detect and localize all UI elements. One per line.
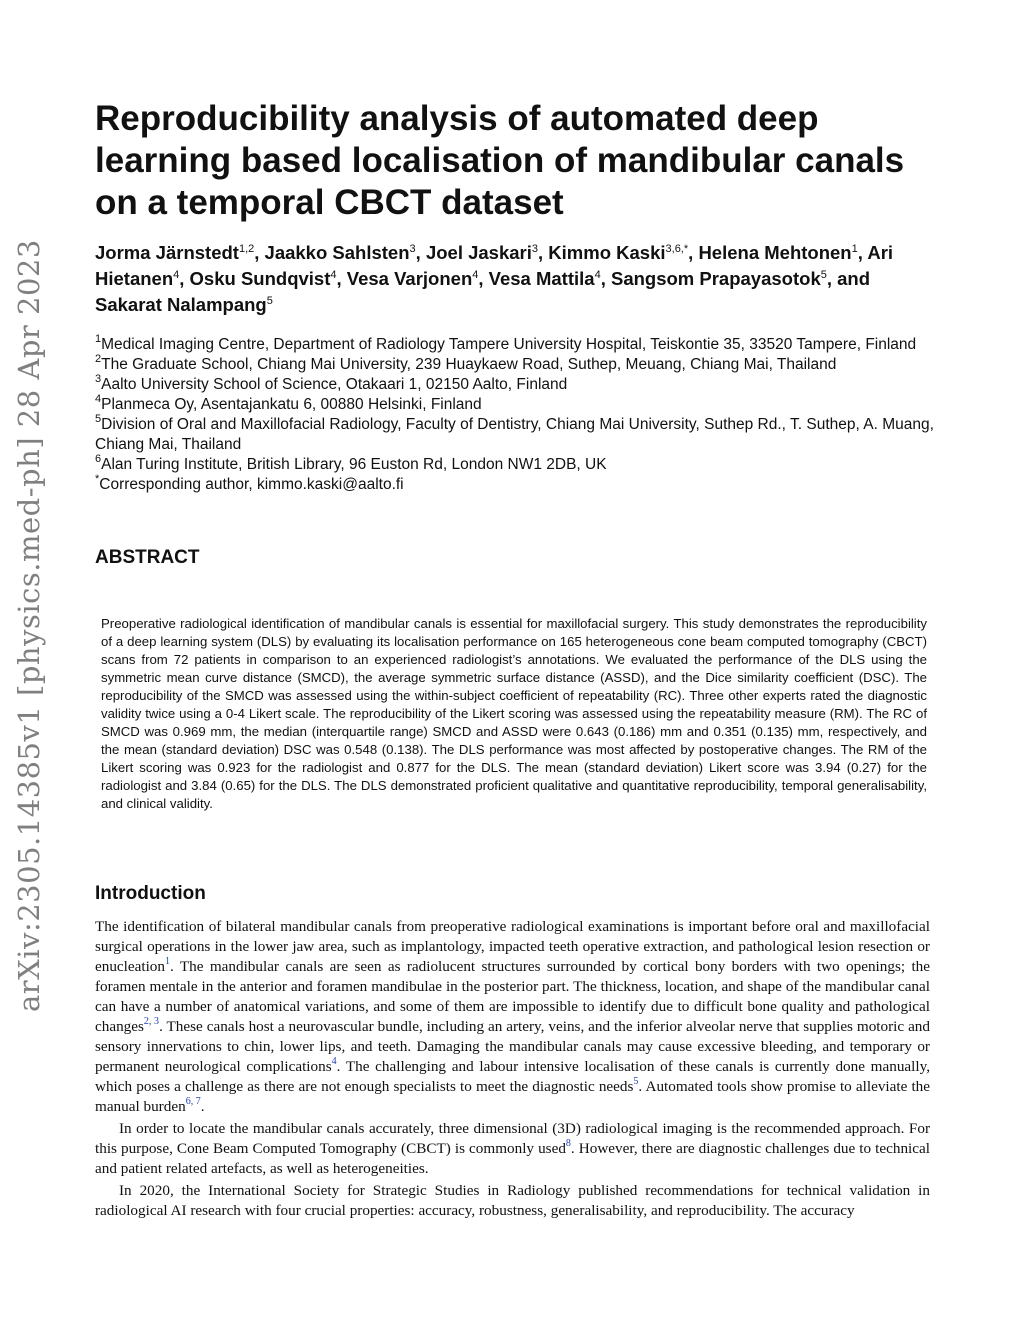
author-separator: , bbox=[478, 268, 489, 289]
author-separator: , and bbox=[826, 268, 871, 289]
affiliation-item bbox=[95, 475, 945, 495]
abstract-text: Preoperative radiological identification of mandibular canals is essential for maxillofacial surgery. This study demonstrates the reproducibility of a deep learning system (DLS) by evaluating its localisation performance on 165 heterogeneous cone beam computed tomography (CBCT) scans from 72 patients in comparison to an experienced radiologist’s annotations. We evaluated the performance of the DLS using the symmetric mean curve distance (SMCD), the average symmetric surface distance (ASSD), and the Dice similarity coefficient (DSC). The reproducibility of the SMCD was assessed using the within-subject coefficient of repeatability (RC). Three other experts rated the diagnostic validity twice using a 0-4 Likert scale. The reproducibility of the Likert scoring was assessed using the repeatability measure (RM). The RC of SMCD was 0.969 mm, the median (interquartile range) SMCD and ASSD were 0.643 (0.186) mm and 0.351 (0.135) mm, respectively, and the mean (standard deviation) DSC was 0.548 (0.138). The DLS performance was most affected by postoperative changes. The RM of the Likert scoring was 0.923 for the radiologist and 0.877 for the DLS. The mean (standard deviation) Likert score was 3.94 (0.27) for the radiologist and 3.84 (0.65) for the DLS. The DLS demonstrated proficient qualitative and quantitative reproducibility, temporal generalisability, and clinical validity. bbox=[101, 616, 927, 811]
author-separator: , bbox=[688, 242, 699, 263]
affiliation-item bbox=[95, 455, 945, 475]
author-name: Ari Hietanen bbox=[95, 242, 894, 289]
author-affiliation-mark: 4 bbox=[330, 269, 337, 281]
paragraph-text: In order to locate the mandibular canals accurately, three dimensional (3D) radiological imaging is the recommended approach. For this purpose, Cone Beam Computed Tomography (CBCT) is commonly used bbox=[95, 1120, 930, 1157]
author-affiliation-mark: 4 bbox=[594, 269, 601, 281]
introduction-heading: Introduction bbox=[95, 883, 206, 904]
citation-link[interactable]: 6, 7 bbox=[185, 1096, 201, 1107]
author-affiliation-mark: 5 bbox=[820, 269, 827, 281]
affiliation-mark: 6 bbox=[95, 453, 102, 465]
author-separator: , bbox=[415, 242, 426, 263]
author-name: Vesa Varjonen bbox=[346, 268, 473, 289]
author-name: Sakarat Nalampang bbox=[95, 294, 267, 315]
affiliation-text: The Graduate School, Chiang Mai University, 239 Huaykaew Road, Suthep, Meuang, Chiang Mai, Thailand bbox=[101, 356, 837, 373]
introduction-paragraph bbox=[95, 917, 930, 1117]
affiliation-mark: 4 bbox=[95, 393, 102, 405]
citation-link[interactable]: 8 bbox=[565, 1138, 571, 1149]
paragraph-text: . However, there are diagnostic challenges due to technical and patient related artefacts, as well as heterogeneities. bbox=[95, 1140, 930, 1177]
affiliation-text: Division of Oral and Maxillofacial Radiology, Faculty of Dentistry, Chiang Mai University, Suthep Rd., T. Suthep, A. Muang, Chiang Mai, Thailand bbox=[95, 416, 934, 453]
author-separator: , bbox=[254, 242, 265, 263]
citation-link[interactable]: 4 bbox=[331, 1056, 337, 1067]
author-affiliation-mark: 3,6,* bbox=[665, 243, 689, 255]
author-list bbox=[95, 240, 935, 318]
author-name: Helena Mehtonen bbox=[698, 242, 852, 263]
affiliation-mark: 2 bbox=[95, 353, 102, 365]
paragraph-text: In 2020, the International Society for Strategic Studies in Radiology published recommendations for technical validation in radiological AI research with four crucial properties: accuracy, robustness, generalisability, and reproducibility. The accuracy bbox=[95, 1182, 930, 1219]
author-affiliation-mark: 3 bbox=[531, 243, 539, 255]
author-name: Osku Sundqvist bbox=[189, 268, 331, 289]
affiliation-text: Alan Turing Institute, British Library, 96 Euston Rd, London NW1 2DB, UK bbox=[101, 456, 607, 473]
author-name: Jaakko Sahlsten bbox=[264, 242, 410, 263]
affiliation-mark: * bbox=[95, 473, 100, 485]
abstract-heading: ABSTRACT bbox=[95, 547, 200, 568]
author-affiliation-mark: 4 bbox=[472, 269, 479, 281]
affiliation-item bbox=[95, 335, 945, 355]
introduction-paragraph bbox=[95, 1119, 930, 1179]
author-affiliation-mark: 4 bbox=[173, 269, 180, 281]
paragraph-text: . These canals host a neurovascular bundle, including an artery, veins, and the inferior alveolar nerve that supplies motoric and sensory innervations to chin, lower lips, and teeth. Damaging the mandibular canals may cause excessive bleeding, and temporary or permanent neurological complications bbox=[95, 1018, 930, 1075]
author-name: Jorma Järnstedt bbox=[95, 242, 239, 263]
author-name: Vesa Mattila bbox=[488, 268, 595, 289]
author-separator: , bbox=[857, 242, 868, 263]
affiliation-item bbox=[95, 395, 945, 415]
author-name: Sangsom Prapayasotok bbox=[610, 268, 821, 289]
paragraph-text: The identification of bilateral mandibular canals from preoperative radiological examinations is important before oral and maxillofacial surgical operations in the lower jaw area, such as implantology, impacted teeth operative extraction, and pathological lesion resection or enucleation bbox=[95, 918, 930, 975]
author-separator: , bbox=[179, 268, 190, 289]
paragraph-text: . The challenging and labour intensive localisation of these canals is currently done manually, which poses a challenge as there are not enough specialists to meet the diagnostic needs bbox=[95, 1058, 931, 1095]
citation-link[interactable]: 5 bbox=[633, 1076, 639, 1087]
citation-link[interactable]: 1 bbox=[165, 956, 170, 967]
paragraph-text: . The mandibular canals are seen as radiolucent structures surrounded by cortical bony borders with two openings; the foramen mentale in the anterior and foramen mandibulae in the posterior part. The thickness, location, and shape of the mandibular canal can have a number of anatomical variations, and some of them are impossible to identify due to difficult bone quality and pathological changes bbox=[95, 958, 930, 1035]
introduction-body bbox=[95, 917, 930, 1223]
affiliation-mark: 3 bbox=[95, 373, 102, 385]
affiliation-mark: 5 bbox=[95, 413, 102, 425]
affiliation-text: Aalto University School of Science, Otakaari 1, 02150 Aalto, Finland bbox=[101, 376, 568, 393]
affiliation-item bbox=[95, 375, 945, 395]
affiliation-item bbox=[95, 415, 945, 455]
paper-title: Reproducibility analysis of automated deep learning based localisation of mandibular canals on a temporal CBCT dataset bbox=[95, 99, 905, 222]
citation-link[interactable]: 2, 3 bbox=[143, 1016, 160, 1027]
author-affiliation-mark: 5 bbox=[266, 295, 273, 307]
author-affiliation-mark: 3 bbox=[409, 243, 416, 255]
affiliation-list bbox=[95, 335, 945, 495]
affiliation-mark: 1 bbox=[95, 333, 102, 345]
arxiv-identifier: arXiv:2305.14385v1 [physics.med-ph] 28 Apr 2023 bbox=[12, 239, 46, 1012]
affiliation-item bbox=[95, 355, 945, 375]
author-name: Kimmo Kaski bbox=[548, 242, 666, 263]
paragraph-text: . bbox=[200, 1098, 205, 1115]
author-affiliation-mark: 1 bbox=[851, 243, 858, 255]
paragraph-text: . Automated tools show promise to alleviate the manual burden bbox=[95, 1078, 931, 1115]
affiliation-text: Medical Imaging Centre, Department of Radiology Tampere University Hospital, Teiskontie 35, 33520 Tampere, Finland bbox=[101, 336, 917, 353]
author-separator: , bbox=[336, 268, 347, 289]
author-separator: , bbox=[600, 268, 611, 289]
affiliation-text: Corresponding author, kimmo.kaski@aalto.fi bbox=[99, 476, 404, 493]
author-separator: , bbox=[538, 242, 549, 263]
author-name: Joel Jaskari bbox=[425, 242, 532, 263]
affiliation-text: Planmeca Oy, Asentajankatu 6, 00880 Helsinki, Finland bbox=[101, 396, 482, 413]
author-affiliation-mark: 1,2 bbox=[238, 243, 255, 255]
introduction-paragraph bbox=[95, 1181, 930, 1221]
